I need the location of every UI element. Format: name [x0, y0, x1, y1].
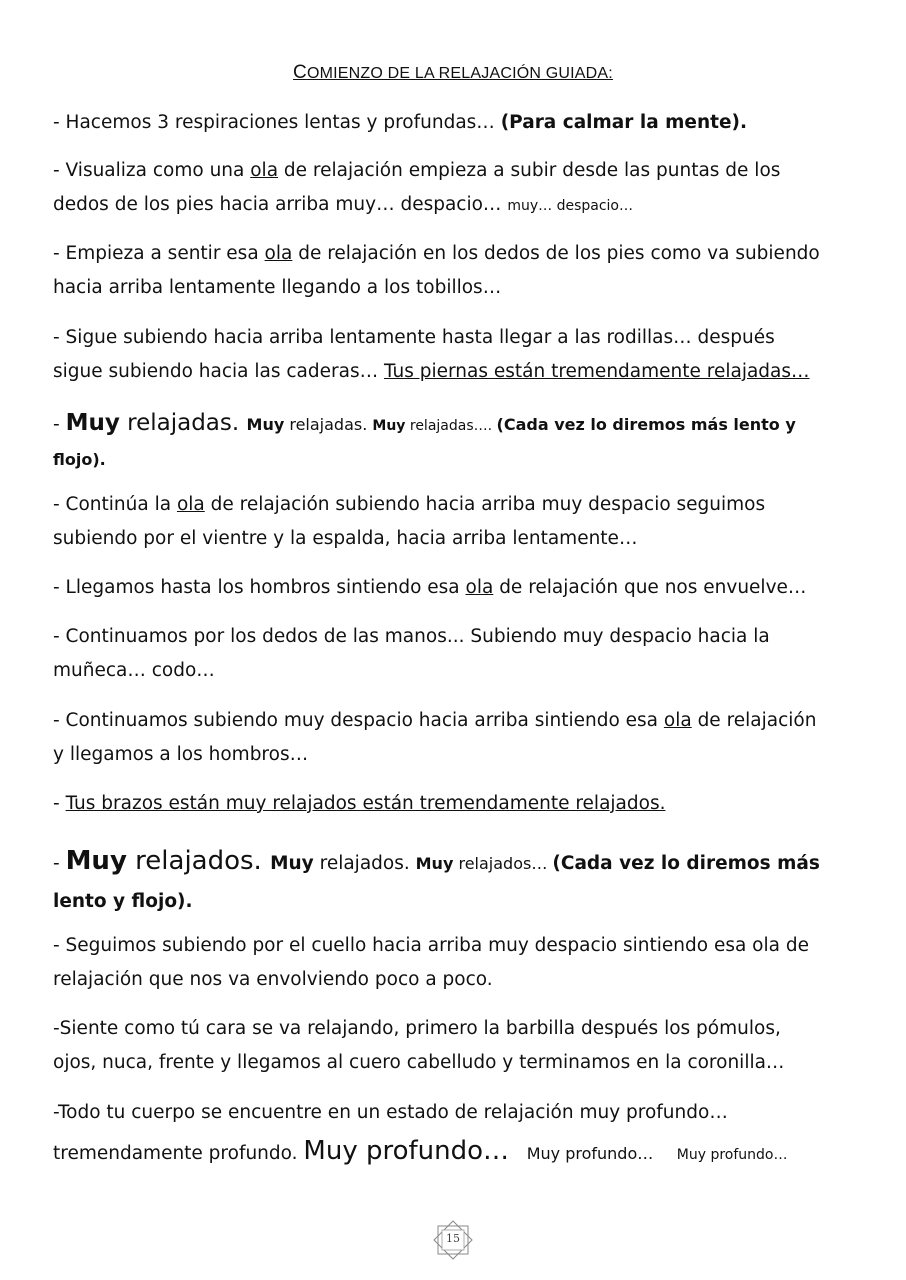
paragraph-8 [53, 620, 868, 688]
p11-rel-3: relajados… [453, 854, 553, 873]
p14-big: Muy profundo… [303, 1136, 510, 1166]
p11-rel-1: relajados. [126, 846, 271, 876]
p10-underlined: Tus brazos están muy relajados están tremendamente relajados. [65, 793, 666, 814]
paragraph-4 [53, 321, 868, 389]
p5-rel-1: relajadas. [119, 410, 247, 436]
paragraph-2 [53, 154, 868, 223]
p14-small: Muy profundo… [676, 1147, 788, 1163]
section-title [0, 62, 906, 84]
p11-dash: - [53, 853, 66, 874]
paragraph-5 [53, 406, 868, 477]
p11-muy-1: Muy [65, 846, 127, 876]
p5-rel-3: relajadas…. [405, 418, 497, 434]
p4-line1: - Sigue subiendo hacia arriba lentamente hasta llegar a las rodillas… después [53, 327, 775, 348]
p3-line2: hacia arriba lentamente llegando a los tobillos… [53, 277, 502, 298]
p14-mid: Muy profundo… [526, 1144, 654, 1163]
p3-line1a: - Empieza a sentir esa [53, 243, 265, 264]
paragraph-1 [53, 106, 868, 140]
p10-dash: - [53, 793, 66, 814]
p12-line1: - Seguimos subiendo por el cuello hacia arriba muy despacio sintiendo esa ola de [53, 935, 809, 956]
p13-line1: -Siente como tú cara se va relajando, primero la barbilla después los pómulos, [53, 1018, 781, 1039]
p5-muy-2: Muy [246, 415, 285, 434]
title-rest: OMIENZO DE LA RELAJACIÓN GUIADA: [306, 65, 613, 82]
page-number-ornament [430, 1220, 476, 1260]
paragraph-9 [53, 704, 868, 772]
p2-line1b: de relajación empieza a subir desde las puntas de los [278, 160, 781, 181]
p3-line1b: de relajación en los dedos de los pies como va subiendo [292, 243, 820, 264]
p11-rel-2: relajados. [313, 853, 416, 874]
p14-line2a: tremendamente profundo. [53, 1143, 304, 1164]
p8-line2: muñeca… codo… [53, 660, 215, 681]
p4-line2a: sigue subiendo hacia las caderas… [53, 361, 384, 382]
title-initial: C [293, 62, 307, 83]
p5-muy-3: Muy [372, 418, 406, 434]
p11-muy-2: Muy [270, 853, 314, 874]
p14-line1: -Todo tu cuerpo se encuentre en un estado de relajación muy profundo… [53, 1102, 728, 1123]
paragraph-3 [53, 237, 868, 305]
p3-ola: ola [264, 243, 293, 264]
paragraph-12 [53, 929, 868, 997]
paragraph-14 [53, 1096, 868, 1176]
p11-line2: lento y flojo). [53, 891, 193, 912]
p2-line2b: muy… despacio… [507, 198, 633, 214]
p7-a: - Llegamos hasta los hombros sintiendo esa [53, 577, 466, 598]
page-number: 15 [446, 1232, 460, 1245]
p9-line1b: de relajación [691, 710, 817, 731]
p6-line2: subiendo por el vientre y la espalda, hacia arriba lentamente… [53, 528, 638, 549]
p11-bold: (Cada vez lo diremos más [552, 853, 820, 874]
paragraph-13 [53, 1012, 868, 1080]
p8-line1: - Continuamos por los dedos de las manos... Subiendo muy despacio hacia la [53, 626, 770, 647]
paragraph-11 [53, 842, 868, 921]
p1-text: - Hacemos 3 respiraciones lentas y profundas… [53, 112, 501, 133]
paragraph-6 [53, 488, 868, 556]
p9-ola: ola [663, 710, 692, 731]
p5-rel-2: relajadas. [284, 415, 373, 434]
p4-underlined: Tus piernas están tremendamente relajadas… [384, 361, 810, 382]
p2-ola: ola [250, 160, 279, 181]
p5-muy-1: Muy [65, 410, 120, 436]
p9-line1a: - Continuamos subiendo muy despacio hacia arriba sintiendo esa [53, 710, 664, 731]
p6-line1a: - Continúa la [53, 494, 177, 515]
p2-line2a: dedos de los pies hacia arriba muy… despacio… [53, 194, 508, 215]
p5-bold: (Cada vez lo diremos más lento y [496, 415, 796, 434]
p1-bold: (Para calmar la mente). [500, 112, 747, 133]
p13-line2: ojos, nuca, frente y llegamos al cuero cabelludo y terminamos en la coronilla… [53, 1052, 785, 1073]
paragraph-7 [53, 571, 868, 605]
p5-line2: flojo). [53, 450, 106, 469]
paragraph-10 [53, 787, 868, 821]
p9-line2: y llegamos a los hombros… [53, 744, 309, 765]
p5-dash: - [53, 414, 66, 435]
p6-line1b: de relajación subiendo hacia arriba muy despacio seguimos [204, 494, 766, 515]
p7-ola: ola [465, 577, 494, 598]
p6-ola: ola [176, 494, 205, 515]
p12-line2: relajación que nos va envolviendo poco a poco. [53, 969, 493, 990]
p2-line1a: - Visualiza como una [53, 160, 251, 181]
p7-b: de relajación que nos envuelve… [493, 577, 807, 598]
p11-muy-3: Muy [415, 854, 454, 873]
